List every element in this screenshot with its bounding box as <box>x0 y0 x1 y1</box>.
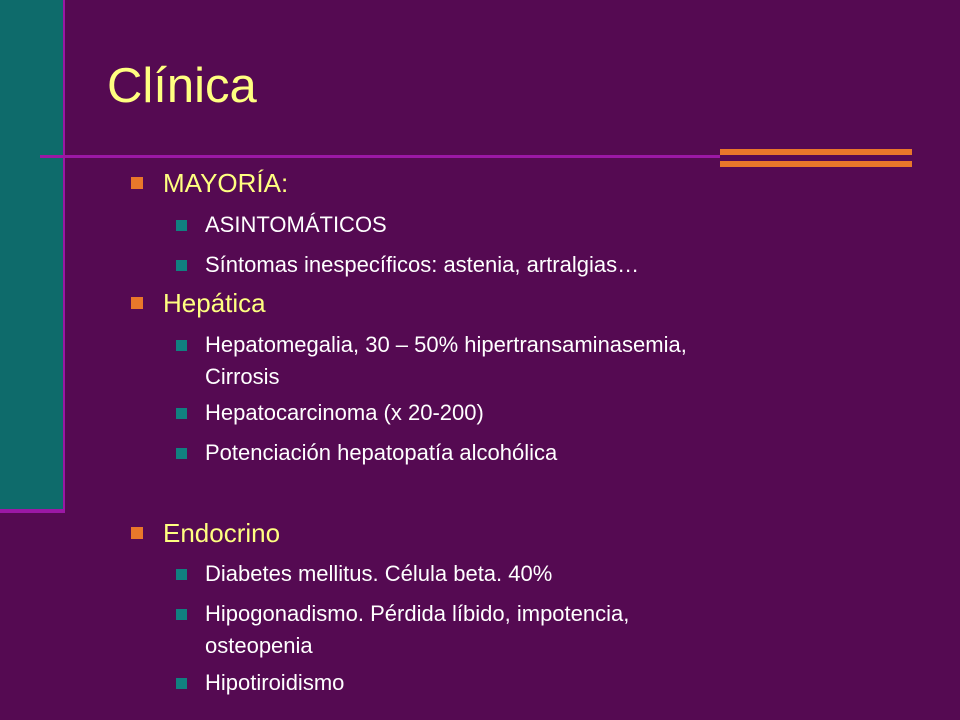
side-bar-edge <box>63 0 65 513</box>
list-item <box>205 209 387 241</box>
heading-mayoria <box>163 168 288 199</box>
list-item-text-continuation: osteopenia <box>205 633 313 658</box>
heading-endocrino <box>163 518 280 549</box>
list-item-text: ASINTOMÁTICOS <box>205 212 387 237</box>
side-bar <box>0 0 63 511</box>
list-item-text: Síntomas inespecíficos: astenia, artralgias… <box>205 252 640 277</box>
accent-bar-top <box>720 149 912 155</box>
heading-label: Endocrino <box>163 518 281 548</box>
list-item-text: Hepatomegalia, 30 – 50% hipertransaminasemia, <box>205 332 687 357</box>
orange-square-bullet-icon <box>131 527 143 539</box>
list-item-text: Hipotiroidismo <box>205 670 345 695</box>
list-item-text: Hepatocarcinoma (x 20-200) <box>205 400 484 425</box>
list-item-text: Diabetes mellitus. Célula beta. 40% <box>205 561 553 586</box>
teal-square-bullet-icon <box>176 220 187 231</box>
teal-square-bullet-icon <box>176 260 187 271</box>
teal-square-bullet-icon <box>176 609 187 620</box>
list-item <box>205 437 557 469</box>
list-item-text: Hipogonadismo. Pérdida líbido, impotencia, <box>205 601 630 626</box>
list-item <box>205 249 639 281</box>
orange-square-bullet-icon <box>131 177 143 189</box>
slide-title: Clínica <box>107 59 257 113</box>
heading-hepatica <box>163 288 266 319</box>
teal-square-bullet-icon <box>176 408 187 419</box>
list-item <box>205 667 344 699</box>
title-rule <box>40 155 720 158</box>
list-item <box>205 598 629 662</box>
list-item <box>205 329 687 393</box>
list-item-text: Potenciación hepatopatía alcohólica <box>205 440 558 465</box>
teal-square-bullet-icon <box>176 448 187 459</box>
list-item <box>205 558 552 590</box>
orange-square-bullet-icon <box>131 297 143 309</box>
side-bar-bottom-line <box>0 509 65 513</box>
list-item <box>205 397 484 429</box>
heading-label: Hepática <box>163 288 266 318</box>
teal-square-bullet-icon <box>176 569 187 580</box>
teal-square-bullet-icon <box>176 340 187 351</box>
accent-bar-bottom <box>720 161 912 167</box>
list-item-text-continuation: Cirrosis <box>205 364 280 389</box>
teal-square-bullet-icon <box>176 678 187 689</box>
heading-label: MAYORÍA: <box>163 168 289 198</box>
